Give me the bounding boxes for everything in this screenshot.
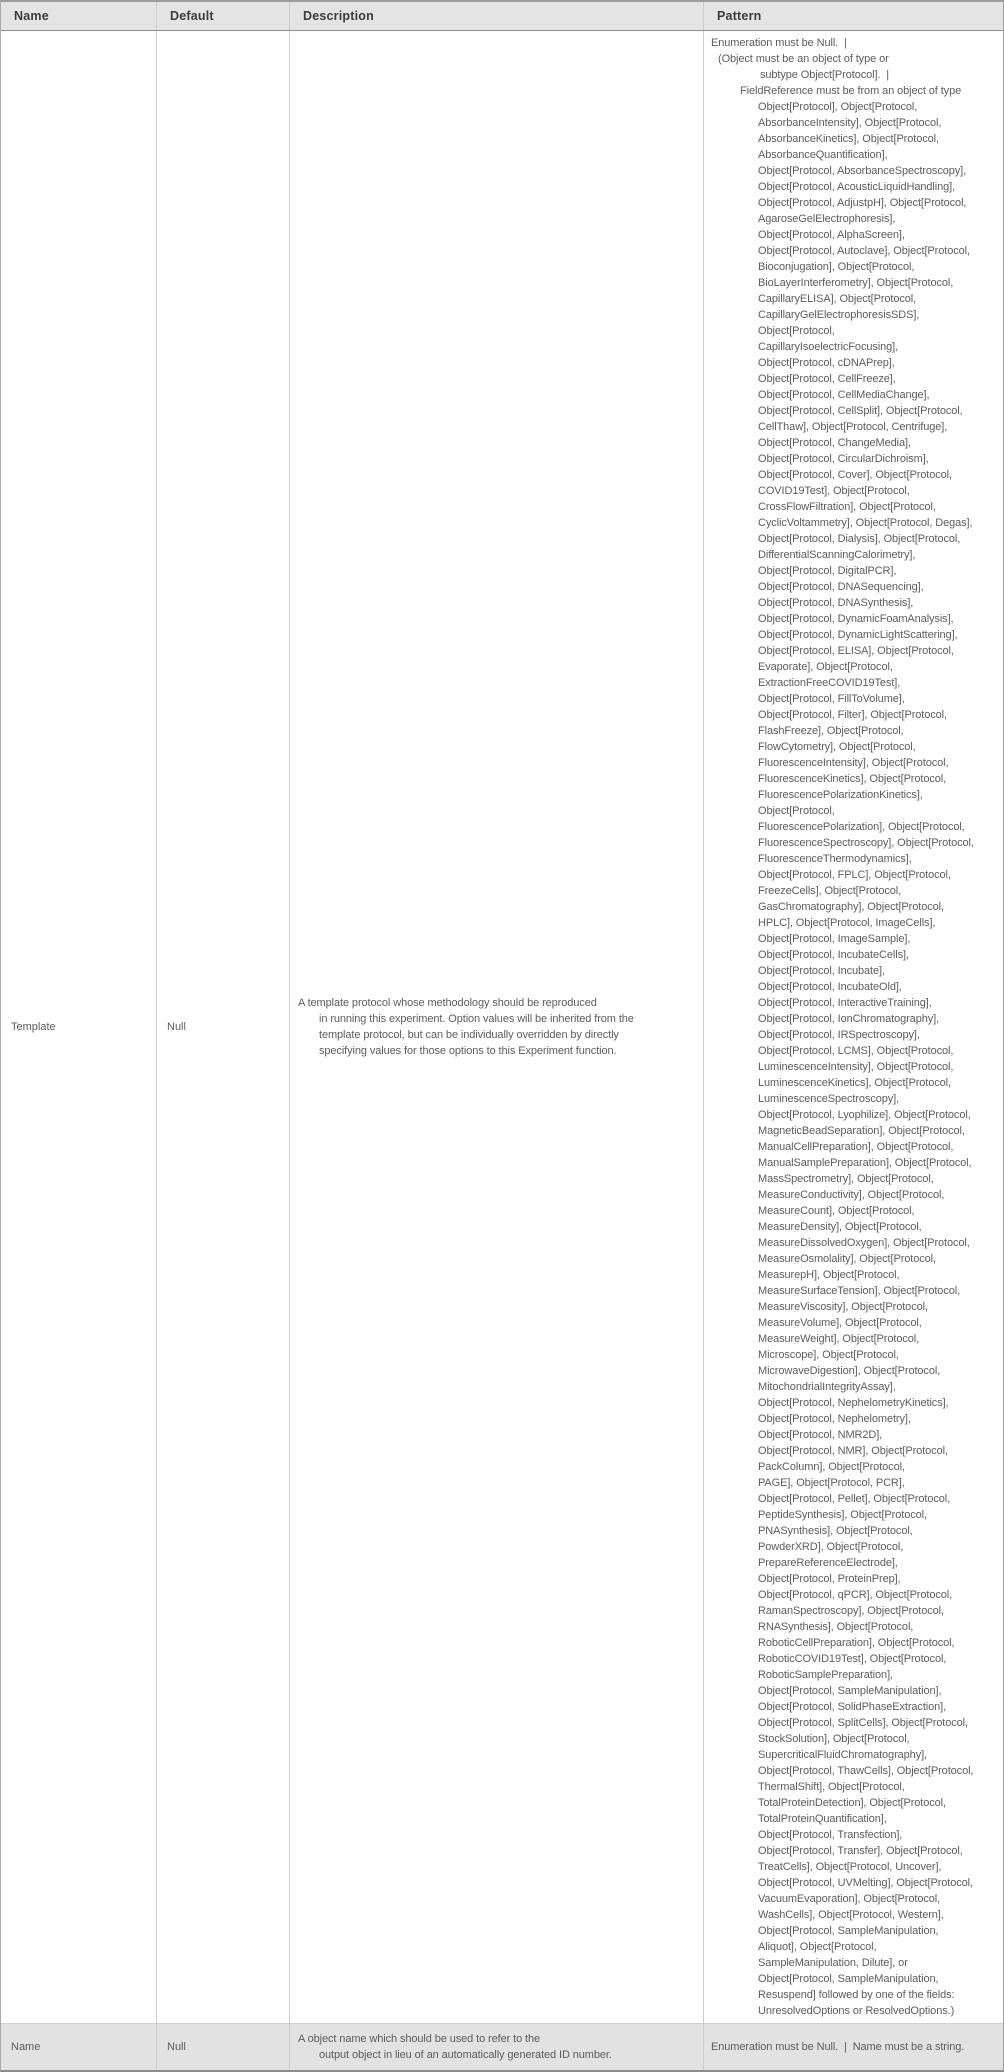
pattern-line: PeptideSynthesis], Object[Protocol, bbox=[758, 1509, 927, 1521]
pattern-line: Object[Protocol, ProteinPrep], bbox=[758, 1573, 901, 1585]
pattern-line: Object[Protocol, IRSpectroscopy], bbox=[758, 1029, 920, 1041]
pattern-line: LuminescenceSpectroscopy], bbox=[758, 1093, 900, 1105]
pattern-line: LuminescenceKinetics], Object[Protocol, bbox=[758, 1077, 951, 1089]
pattern-line: Object[Protocol, NephelometryKinetics], bbox=[758, 1397, 949, 1409]
pattern-line: MeasureVolume], Object[Protocol, bbox=[758, 1317, 922, 1329]
cell-description bbox=[290, 31, 704, 2023]
pattern-line: Object[Protocol, DynamicFoamAnalysis], bbox=[758, 613, 954, 625]
cell-default-value bbox=[157, 2024, 290, 2070]
pattern-line: RoboticSamplePreparation], bbox=[758, 1669, 893, 1681]
pattern-line: Object[Protocol, ELISA], Object[Protocol, bbox=[758, 645, 954, 657]
pattern-line: Object[Protocol, Transfer], Object[Protocol, bbox=[758, 1845, 963, 1857]
pattern-line: SupercriticalFluidChromatography], bbox=[758, 1749, 928, 1761]
option-name-text: Name bbox=[11, 2041, 41, 2053]
cell-description bbox=[290, 2024, 704, 2070]
pattern-line: StockSolution], Object[Protocol, bbox=[758, 1733, 910, 1745]
pattern-line: MeasureWeight], Object[Protocol, bbox=[758, 1333, 920, 1345]
pattern-line: Object[Protocol, cDNAPrep], bbox=[758, 357, 895, 369]
pattern-line: Resuspend] followed by one of the fields: bbox=[758, 1989, 955, 2001]
pattern-line: Object[Protocol, Dialysis], Object[Protocol, bbox=[758, 533, 961, 545]
pattern-line: Object[Protocol, Cover], Object[Protocol, bbox=[758, 469, 952, 481]
pattern-line: CellThaw], Object[Protocol, Centrifuge], bbox=[758, 421, 948, 433]
pattern-line: MeasureViscosity], Object[Protocol, bbox=[758, 1301, 928, 1313]
pattern-line: CapillaryGelElectrophoresisSDS], bbox=[758, 309, 920, 321]
pattern-line: Object[Protocol, Nephelometry], bbox=[758, 1413, 911, 1425]
pattern-line: Object[Protocol, SampleManipulation, bbox=[758, 1925, 939, 1937]
pattern-line: ManualSamplePreparation], Object[Protocol, bbox=[758, 1157, 972, 1169]
pattern-line: Object[Protocol, DigitalPCR], bbox=[758, 565, 897, 577]
pattern-line: Object[Protocol, AlphaScreen], bbox=[758, 229, 905, 241]
pattern-line: FluorescenceKinetics], Object[Protocol, bbox=[758, 773, 947, 785]
cell-default-value bbox=[157, 31, 290, 2023]
pattern-line: AgaroseGelElectrophoresis], bbox=[758, 213, 896, 225]
pattern-line: Object[Protocol, FillToVolume], bbox=[758, 693, 905, 705]
pattern-line: MeasurepH], Object[Protocol, bbox=[758, 1269, 900, 1281]
column-header-default: Default bbox=[157, 2, 290, 30]
default-value-text: Null bbox=[167, 1021, 186, 1033]
pattern-line: Object[Protocol, ImageSample], bbox=[758, 933, 911, 945]
pattern-line: Object[Protocol, ChangeMedia], bbox=[758, 437, 911, 449]
pattern-line: MicrowaveDigestion], Object[Protocol, bbox=[758, 1365, 941, 1377]
pattern-line: GasChromatography], Object[Protocol, bbox=[758, 901, 944, 913]
pattern-line: PackColumn], Object[Protocol, bbox=[758, 1461, 905, 1473]
pattern-line: Object[Protocol], Object[Protocol, bbox=[758, 101, 918, 113]
pattern-line: Object[Protocol, IncubateCells], bbox=[758, 949, 909, 961]
pattern-line: TreatCells], Object[Protocol, Uncover], bbox=[758, 1861, 942, 1873]
pattern-line: Object[Protocol, Lyophilize], Object[Protocol, bbox=[758, 1109, 971, 1121]
pattern-line: CyclicVoltammetry], Object[Protocol, Degas], bbox=[758, 517, 973, 529]
pattern-line: AbsorbanceKinetics], Object[Protocol, bbox=[758, 133, 939, 145]
pattern-line: AbsorbanceIntensity], Object[Protocol, bbox=[758, 117, 942, 129]
pattern-line: MassSpectrometry], Object[Protocol, bbox=[758, 1173, 934, 1185]
pattern-line: Aliquot], Object[Protocol, bbox=[758, 1941, 877, 1953]
pattern-line: CapillaryELISA], Object[Protocol, bbox=[758, 293, 917, 305]
description-line: output object in lieu of an automatically generated ID number. bbox=[319, 2049, 612, 2061]
pattern-line: PAGE], Object[Protocol, PCR], bbox=[758, 1477, 905, 1489]
table-row bbox=[1, 31, 1003, 2024]
pattern-line: Object[Protocol, SolidPhaseExtraction], bbox=[758, 1701, 947, 1713]
table-body bbox=[1, 31, 1003, 2070]
pattern-line: MeasureDensity], Object[Protocol, bbox=[758, 1221, 922, 1233]
pattern-line: TotalProteinDetection], Object[Protocol, bbox=[758, 1797, 946, 1809]
pattern-line: RoboticCellPreparation], Object[Protocol, bbox=[758, 1637, 955, 1649]
description-line: A template protocol whose methodology should be reproduced bbox=[298, 997, 597, 1009]
pattern-line: Object[Protocol, LCMS], Object[Protocol, bbox=[758, 1045, 954, 1057]
pattern-line: Object[Protocol, Transfection], bbox=[758, 1829, 903, 1841]
pattern-line: Object[Protocol, AcousticLiquidHandling], bbox=[758, 181, 956, 193]
pattern-line: PrepareReferenceElectrode], bbox=[758, 1557, 898, 1569]
pattern-line: Object[Protocol, CellMediaChange], bbox=[758, 389, 930, 401]
pattern-line: Object[Protocol, FPLC], Object[Protocol, bbox=[758, 869, 951, 881]
pattern-line: RamanSpectroscopy], Object[Protocol, bbox=[758, 1605, 944, 1617]
pattern-line: Object[Protocol, ThawCells], Object[Protocol, bbox=[758, 1765, 974, 1777]
column-header-description: Description bbox=[290, 2, 704, 30]
cell-pattern bbox=[704, 31, 1003, 2023]
pattern-line: WashCells], Object[Protocol, Western], bbox=[758, 1909, 944, 1921]
pattern-line: (Object must be an object of type or bbox=[718, 53, 889, 65]
pattern-line: MagneticBeadSeparation], Object[Protocol, bbox=[758, 1125, 965, 1137]
pattern-line: ExtractionFreeCOVID19Test], bbox=[758, 677, 901, 689]
pattern-line: Object[Protocol, Filter], Object[Protocol, bbox=[758, 709, 947, 721]
pattern-line: BioLayerInterferometry], Object[Protocol, bbox=[758, 277, 954, 289]
pattern-line: FluorescencePolarizationKinetics], bbox=[758, 789, 923, 801]
pattern-line: Object[Protocol, DynamicLightScattering], bbox=[758, 629, 958, 641]
description-line: in running this experiment. Option values will be inherited from the bbox=[319, 1013, 634, 1025]
pattern-line: MitochondrialIntegrityAssay], bbox=[758, 1381, 896, 1393]
pattern-line: FlashFreeze], Object[Protocol, bbox=[758, 725, 904, 737]
pattern-line: Object[Protocol, UVMelting], Object[Protocol, bbox=[758, 1877, 973, 1889]
pattern-line: LuminescenceIntensity], Object[Protocol, bbox=[758, 1061, 954, 1073]
pattern-line: Object[Protocol, IncubateOld], bbox=[758, 981, 902, 993]
pattern-line: Object[Protocol, Autoclave], Object[Protocol, bbox=[758, 245, 970, 257]
description-text bbox=[298, 995, 634, 1059]
cell-pattern bbox=[704, 2024, 1003, 2070]
pattern-line: AbsorbanceQuantification], bbox=[758, 149, 888, 161]
pattern-line: RNASynthesis], Object[Protocol, bbox=[758, 1621, 914, 1633]
pattern-line: DifferentialScanningCalorimetry], bbox=[758, 549, 916, 561]
pattern-line: Evaporate], Object[Protocol, bbox=[758, 661, 893, 673]
pattern-line: FieldReference must be from an object of type bbox=[740, 85, 962, 97]
pattern-line: TotalProteinQuantification], bbox=[758, 1813, 887, 1825]
pattern-line: Object[Protocol, AdjustpH], Object[Protocol, bbox=[758, 197, 967, 209]
pattern-line: Object[Protocol, Incubate], bbox=[758, 965, 885, 977]
pattern-line: Object[Protocol, DNASequencing], bbox=[758, 581, 924, 593]
default-value-text: Null bbox=[167, 2041, 186, 2053]
pattern-line: subtype Object[Protocol]. | bbox=[760, 69, 890, 81]
pattern-line: FlowCytometry], Object[Protocol, bbox=[758, 741, 916, 753]
pattern-line: VacuumEvaporation], Object[Protocol, bbox=[758, 1893, 941, 1905]
pattern-line: Object[Protocol, IonChromatography], bbox=[758, 1013, 940, 1025]
description-line: specifying values for those options to this Experiment function. bbox=[319, 1045, 617, 1057]
cell-option-name bbox=[1, 31, 157, 2023]
pattern-line: Object[Protocol, CellFreeze], bbox=[758, 373, 896, 385]
pattern-line: MeasureConductivity], Object[Protocol, bbox=[758, 1189, 945, 1201]
description-line: A object name which should be used to refer to the bbox=[298, 2033, 541, 2045]
pattern-line: CapillaryIsoelectricFocusing], bbox=[758, 341, 899, 353]
pattern-line: Object[Protocol, NMR2D], bbox=[758, 1429, 883, 1441]
pattern-line: Object[Protocol, bbox=[758, 805, 835, 817]
pattern-line: FluorescenceIntensity], Object[Protocol, bbox=[758, 757, 949, 769]
pattern-line: Object[Protocol, Pellet], Object[Protocol, bbox=[758, 1493, 951, 1505]
pattern-line: Bioconjugation], Object[Protocol, bbox=[758, 261, 915, 273]
cell-option-name bbox=[1, 2024, 157, 2070]
pattern-line: SampleManipulation, Dilute], or bbox=[758, 1957, 908, 1969]
pattern-line: Object[Protocol, NMR], Object[Protocol, bbox=[758, 1445, 948, 1457]
pattern-line: Object[Protocol, SplitCells], Object[Protocol, bbox=[758, 1717, 968, 1729]
pattern-line: Object[Protocol, CircularDichroism], bbox=[758, 453, 929, 465]
description-text bbox=[298, 2031, 612, 2063]
pattern-line: MeasureOsmolality], Object[Protocol, bbox=[758, 1253, 936, 1265]
pattern-line: Microscope], Object[Protocol, bbox=[758, 1349, 899, 1361]
pattern-line: UnresolvedOptions or ResolvedOptions.) bbox=[758, 2005, 955, 2017]
pattern-line: RoboticCOVID19Test], Object[Protocol, bbox=[758, 1653, 947, 1665]
pattern-line: Object[Protocol, SampleManipulation], bbox=[758, 1685, 942, 1697]
column-header-pattern: Pattern bbox=[717, 9, 762, 23]
pattern-line: FluorescenceThermodynamics], bbox=[758, 853, 912, 865]
pattern-line: Object[Protocol, DNASynthesis], bbox=[758, 597, 914, 609]
pattern-line: CrossFlowFiltration], Object[Protocol, bbox=[758, 501, 936, 513]
pattern-line: ManualCellPreparation], Object[Protocol, bbox=[758, 1141, 954, 1153]
pattern-line: Enumeration must be Null. | Name must be a string. bbox=[711, 2041, 965, 2053]
pattern-line: FluorescenceSpectroscopy], Object[Protocol, bbox=[758, 837, 974, 849]
pattern-line: Object[Protocol, AbsorbanceSpectroscopy], bbox=[758, 165, 967, 177]
column-header-name: Name bbox=[1, 2, 157, 30]
pattern-line: PowderXRD], Object[Protocol, bbox=[758, 1541, 904, 1553]
pattern-line: HPLC], Object[Protocol, ImageCells], bbox=[758, 917, 936, 929]
pattern-line: FluorescencePolarization], Object[Protocol, bbox=[758, 821, 965, 833]
option-name-text: Template bbox=[11, 1021, 56, 1033]
pattern-line: FreezeCells], Object[Protocol, bbox=[758, 885, 902, 897]
pattern-line: COVID19Test], Object[Protocol, bbox=[758, 485, 910, 497]
pattern-line: Object[Protocol, CellSplit], Object[Protocol, bbox=[758, 405, 963, 417]
pattern-line: Enumeration must be Null. | bbox=[711, 37, 847, 49]
pattern-line: PNASynthesis], Object[Protocol, bbox=[758, 1525, 913, 1537]
pattern-line: ThermalShift], Object[Protocol, bbox=[758, 1781, 905, 1793]
pattern-line: MeasureSurfaceTension], Object[Protocol, bbox=[758, 1285, 961, 1297]
pattern-line: MeasureCount], Object[Protocol, bbox=[758, 1205, 915, 1217]
description-line: template protocol, but can be individually overridden by directly bbox=[319, 1029, 619, 1041]
pattern-line: Object[Protocol, SampleManipulation, bbox=[758, 1973, 939, 1985]
table-header bbox=[1, 2, 1003, 31]
pattern-line: MeasureDissolvedOxygen], Object[Protocol, bbox=[758, 1237, 970, 1249]
pattern-line: Object[Protocol, InteractiveTraining], bbox=[758, 997, 932, 1009]
pattern-line: Object[Protocol, qPCR], Object[Protocol, bbox=[758, 1589, 953, 1601]
pattern-line: Object[Protocol, bbox=[758, 325, 835, 337]
table-row bbox=[1, 2024, 1003, 2070]
